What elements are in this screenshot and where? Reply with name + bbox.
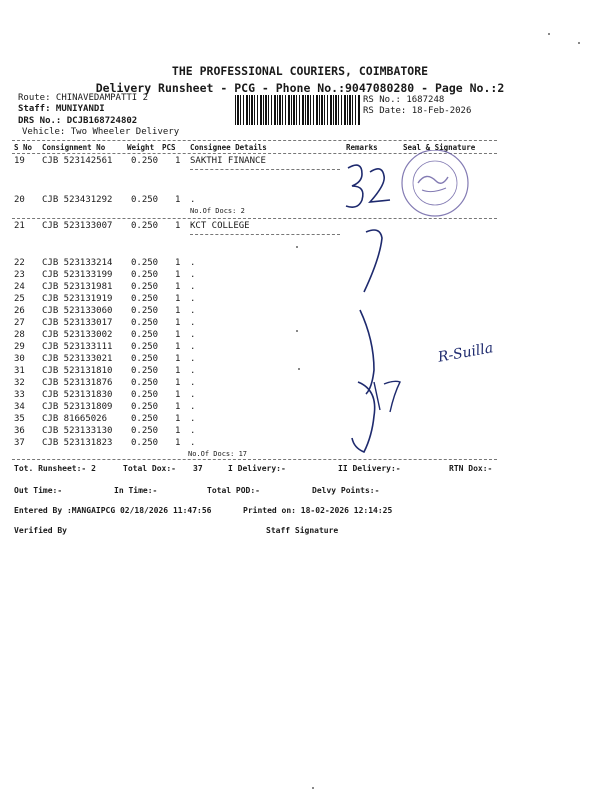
row-consignee: .: [190, 195, 196, 205]
row-sno: 21: [14, 221, 25, 231]
row-pcs: 1: [175, 195, 181, 205]
row-consignee: .: [190, 306, 196, 316]
row-weight: 0.250: [131, 414, 159, 424]
row-weight: 0.250: [131, 195, 159, 205]
row-weight: 0.250: [131, 330, 159, 340]
docs-count-note: No.Of Docs: 17: [188, 450, 248, 458]
row-sno: 20: [14, 195, 25, 205]
row-pcs: 1: [175, 270, 181, 280]
handwritten-initials: R-Suilla: [436, 340, 495, 366]
row-sno: 36: [14, 426, 25, 436]
row-consignment: CJB 523133021: [42, 354, 113, 364]
row-consignee: .: [190, 378, 196, 388]
printed-on: Printed on: 18-02-2026 12:14:25: [243, 506, 393, 515]
scan-mark: [548, 33, 550, 35]
row-sno: 26: [14, 306, 25, 316]
handwritten-marks-icon: [346, 165, 390, 452]
table-row: [0, 330, 600, 342]
row-consignment: CJB 523131810: [42, 366, 113, 376]
col-consignee: Consignee Details: [190, 143, 267, 152]
row-sno: 27: [14, 318, 25, 328]
scan-mark: [296, 246, 298, 248]
table-row: [0, 195, 600, 207]
row-consignee: KCT COLLEGE: [190, 221, 250, 231]
table-row: [0, 156, 600, 168]
delvy-points: Delvy Points:-: [312, 486, 380, 495]
table-row: [0, 282, 600, 294]
row-sno: 22: [14, 258, 25, 268]
row-weight: 0.250: [131, 378, 159, 388]
rtn-dox: RTN Dox:-: [449, 464, 493, 473]
row-weight: 0.250: [131, 306, 159, 316]
table-row: [0, 342, 600, 354]
row-pcs: 1: [175, 414, 181, 424]
row-sno: 19: [14, 156, 25, 166]
row-pcs: 1: [175, 306, 181, 316]
rs-date: RS Date: 18-Feb-2026: [363, 106, 472, 116]
row-consignment: CJB 523131830: [42, 390, 113, 400]
row-consignment: CJB 523133111: [42, 342, 113, 352]
row-consignment: CJB 523142561: [42, 156, 113, 166]
i-delivery: I Delivery:-: [228, 464, 286, 473]
row-consignment: CJB 523133007: [42, 221, 113, 231]
total-runsheet: Tot. Runsheet:- 2: [14, 464, 96, 473]
handwritten-numeral-icon: [374, 381, 400, 412]
row-pcs: 1: [175, 156, 181, 166]
row-weight: 0.250: [131, 221, 159, 231]
row-sno: 37: [14, 438, 25, 448]
verified-by: Verified By: [14, 526, 67, 535]
row-consignee: .: [190, 402, 196, 412]
col-seal-signature: Seal & Signature: [403, 143, 476, 152]
row-weight: 0.250: [131, 294, 159, 304]
row-consignee: .: [190, 342, 196, 352]
table-row: [0, 390, 600, 402]
seal-stamp-icon: [402, 150, 468, 216]
row-consignee: .: [190, 294, 196, 304]
row-weight: 0.250: [131, 438, 159, 448]
total-pod: Total POD:-: [207, 486, 260, 495]
row-pcs: 1: [175, 402, 181, 412]
table-row: [0, 294, 600, 306]
table-row: [0, 270, 600, 282]
row-pcs: 1: [175, 258, 181, 268]
row-weight: 0.250: [131, 318, 159, 328]
row-pcs: 1: [175, 438, 181, 448]
row-pcs: 1: [175, 318, 181, 328]
scan-mark: [312, 787, 314, 789]
row-rule: [190, 169, 340, 170]
row-sno: 29: [14, 342, 25, 352]
runsheet-title: Delivery Runsheet - PCG - Phone No.:9047080280 - Page No.:2: [95, 81, 505, 95]
table-row: [0, 378, 600, 390]
row-consignment: CJB 523133017: [42, 318, 113, 328]
barcode: [235, 95, 360, 125]
header-rule-top: [12, 140, 497, 141]
scan-mark: [298, 368, 300, 370]
row-consignee: .: [190, 366, 196, 376]
row-sno: 28: [14, 330, 25, 340]
scan-mark: [578, 42, 580, 44]
row-pcs: 1: [175, 282, 181, 292]
row-consignment: CJB 81665026: [42, 414, 108, 424]
row-consignee: .: [190, 426, 196, 436]
table-row: [0, 318, 600, 330]
table-row: [0, 426, 600, 438]
row-weight: 0.250: [131, 366, 159, 376]
row-consignee: .: [190, 438, 196, 448]
row-rule: [190, 234, 340, 235]
row-weight: 0.250: [131, 282, 159, 292]
row-consignment: CJB 523131876: [42, 378, 113, 388]
rs-number: RS No.: 1687248: [363, 95, 445, 105]
staff-signature: Staff Signature: [266, 526, 339, 535]
staff-label: Staff: MUNIYANDI: [18, 104, 105, 114]
row-weight: 0.250: [131, 156, 159, 166]
total-dox-value: 37: [193, 464, 203, 473]
row-consignment: CJB 523133199: [42, 270, 113, 280]
row-pcs: 1: [175, 294, 181, 304]
row-pcs: 1: [175, 426, 181, 436]
col-remarks: Remarks: [346, 143, 378, 152]
row-consignment: CJB 523131823: [42, 438, 113, 448]
table-row: [0, 366, 600, 378]
route-label: Route: CHINAVEDAMPATTI 2: [18, 93, 149, 103]
col-sno: S No: [14, 143, 33, 152]
row-weight: 0.250: [131, 426, 159, 436]
row-consignment: CJB 523133002: [42, 330, 113, 340]
row-consignment: CJB 523131919: [42, 294, 113, 304]
row-consignment: CJB 523133060: [42, 306, 113, 316]
row-consignment: CJB 523131981: [42, 282, 113, 292]
total-dox-label: Total Dox:-: [123, 464, 176, 473]
row-consignee: .: [190, 390, 196, 400]
row-consignee: .: [190, 270, 196, 280]
row-weight: 0.250: [131, 258, 159, 268]
row-weight: 0.250: [131, 402, 159, 412]
row-sno: 34: [14, 402, 25, 412]
row-consignment: CJB 523133130: [42, 426, 113, 436]
row-weight: 0.250: [131, 342, 159, 352]
col-weight: Weight: [127, 143, 155, 152]
row-sno: 31: [14, 366, 25, 376]
row-pcs: 1: [175, 354, 181, 364]
col-pcs: PCS: [162, 143, 176, 152]
row-pcs: 1: [175, 330, 181, 340]
row-sno: 33: [14, 390, 25, 400]
row-consignee: .: [190, 330, 196, 340]
ii-delivery: II Delivery:-: [338, 464, 401, 473]
row-pcs: 1: [175, 221, 181, 231]
table-row: [0, 402, 600, 414]
row-consignment: CJB 523131809: [42, 402, 113, 412]
out-time: Out Time:-: [14, 486, 63, 495]
row-consignee: .: [190, 318, 196, 328]
signature-stamp-area: [330, 150, 510, 470]
row-consignee: SAKTHI FINANCE: [190, 156, 266, 166]
row-pcs: 1: [175, 390, 181, 400]
row-consignment: CJB 523431292: [42, 195, 113, 205]
vehicle-label: Vehicle: Two Wheeler Delivery: [22, 127, 180, 137]
row-weight: 0.250: [131, 270, 159, 280]
row-pcs: 1: [175, 366, 181, 376]
col-consignment: Consignment No: [42, 143, 106, 152]
in-time: In Time:-: [114, 486, 158, 495]
row-consignment: CJB 523133214: [42, 258, 113, 268]
row-pcs: 1: [175, 342, 181, 352]
row-consignee: .: [190, 354, 196, 364]
row-consignee: .: [190, 258, 196, 268]
row-sno: 35: [14, 414, 25, 424]
scan-mark: [296, 330, 298, 332]
table-row: [0, 221, 600, 233]
row-pcs: 1: [175, 378, 181, 388]
row-sno: 24: [14, 282, 25, 292]
row-sno: 30: [14, 354, 25, 364]
company-name: THE PROFESSIONAL COURIERS, COIMBATORE: [171, 64, 429, 78]
entered-by: Entered By :MANGAIPCG 02/18/2026 11:47:56: [14, 506, 212, 515]
row-weight: 0.250: [131, 390, 159, 400]
row-sno: 32: [14, 378, 25, 388]
table-row: [0, 438, 600, 450]
row-weight: 0.250: [131, 354, 159, 364]
drs-number: DRS No.: DCJB168724802: [18, 116, 138, 126]
row-consignee: .: [190, 282, 196, 292]
table-row: [0, 354, 600, 366]
docs-count-note: No.Of Docs: 2: [190, 207, 245, 215]
row-sno: 25: [14, 294, 25, 304]
table-row: [0, 306, 600, 318]
table-row: [0, 258, 600, 270]
table-row: [0, 414, 600, 426]
row-sno: 23: [14, 270, 25, 280]
row-consignee: .: [190, 414, 196, 424]
